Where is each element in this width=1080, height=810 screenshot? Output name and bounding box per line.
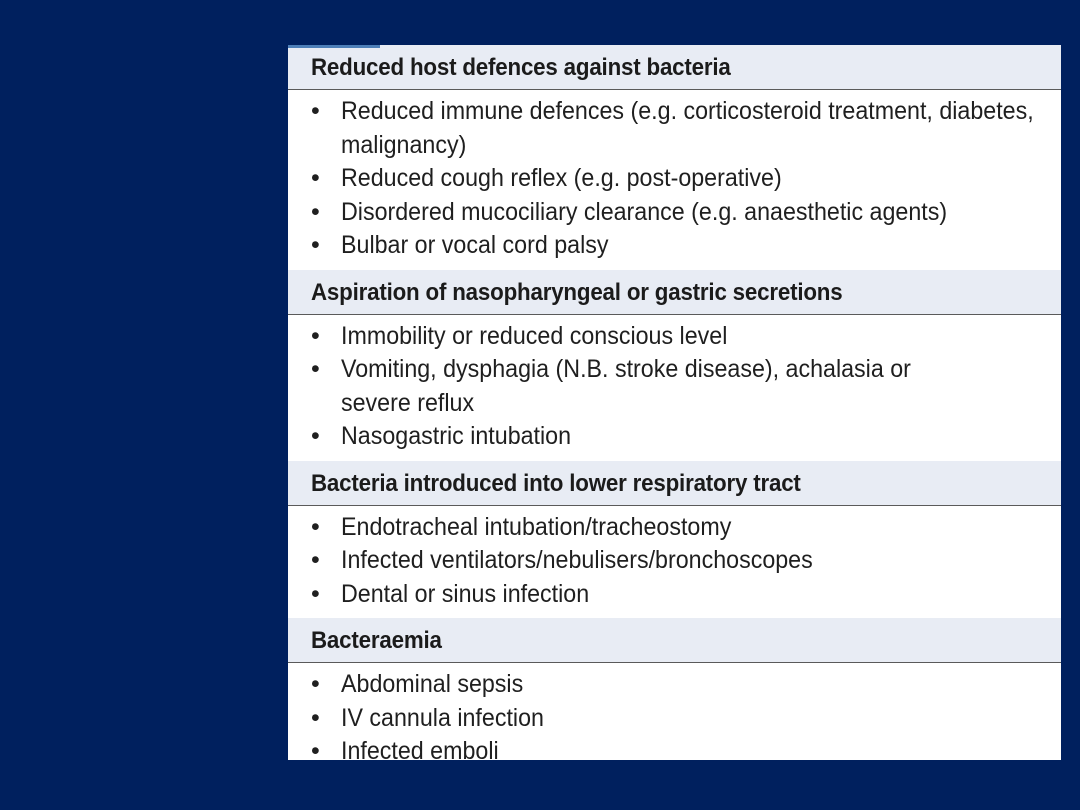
list-item (311, 420, 1041, 454)
section-aspiration (288, 270, 1061, 461)
section-bacteria-introduced (288, 461, 1061, 619)
list-item-text: Nasogastric intubation (341, 422, 572, 450)
list-item (311, 196, 1041, 230)
list-item (311, 229, 1041, 263)
section-title: Aspiration of nasopharyngeal or gastric secretions (311, 278, 843, 306)
list-item (311, 668, 1041, 702)
list-item-text: Vomiting, dysphagia (N.B. stroke disease), achalasia or severe reflux (341, 355, 911, 417)
bullet-icon: • (311, 321, 320, 350)
list-item-text: Dental or sinus infection (341, 579, 590, 608)
bullet-list (311, 511, 1041, 612)
list-item (311, 735, 1041, 760)
section-title: Bacteraemia (311, 627, 442, 654)
section-body (288, 90, 1061, 270)
list-item-text: Reduced immune defences (e.g. corticosteroid treatment, diabetes, malignancy) (341, 97, 1034, 159)
top-accent-bar (288, 45, 380, 48)
list-item-text: Abdominal sepsis (341, 670, 524, 698)
list-item (311, 320, 1041, 354)
list-item (311, 511, 1041, 545)
list-item (311, 578, 1041, 612)
bullet-icon: • (311, 164, 320, 192)
bullet-icon: • (311, 97, 320, 125)
list-item-text: Disordered mucociliary clearance (e.g. anaesthetic agents) (341, 197, 948, 226)
bullet-icon: • (311, 737, 320, 760)
bullet-list (311, 668, 1041, 760)
section-header (288, 461, 1061, 506)
section-reduced-host-defences (288, 45, 1061, 270)
bullet-list (311, 320, 1041, 454)
list-item-text: Reduced cough reflex (e.g. post-operative) (341, 164, 782, 192)
bullet-icon: • (311, 231, 320, 259)
bullet-icon: • (311, 197, 320, 226)
bullet-icon: • (311, 355, 320, 383)
list-item-text: Immobility or reduced conscious level (341, 321, 728, 350)
section-bacteraemia (288, 618, 1061, 760)
bullet-icon: • (311, 546, 320, 574)
list-item (311, 353, 1041, 420)
bullet-icon: • (311, 579, 320, 608)
list-item-text: Infected emboli (341, 737, 499, 760)
list-item (311, 162, 1041, 196)
risk-factors-table (288, 45, 1061, 760)
section-body (288, 315, 1061, 461)
list-item (311, 544, 1041, 578)
section-body (288, 663, 1061, 760)
list-item-text: Endotracheal intubation/tracheostomy (341, 512, 732, 541)
section-header (288, 45, 1061, 90)
bullet-icon: • (311, 422, 320, 450)
bullet-icon: • (311, 703, 320, 732)
section-header (288, 618, 1061, 663)
list-item-text: Bulbar or vocal cord palsy (341, 231, 609, 259)
bullet-icon: • (311, 670, 320, 698)
bullet-list (311, 95, 1041, 263)
section-title: Reduced host defences against bacteria (311, 54, 731, 81)
section-header (288, 270, 1061, 315)
list-item (311, 95, 1041, 162)
list-item-text: IV cannula infection (341, 703, 544, 732)
section-body (288, 506, 1061, 619)
section-title: Bacteria introduced into lower respiratory tract (311, 469, 801, 497)
list-item-text: Infected ventilators/nebulisers/bronchoscopes (341, 546, 813, 574)
bullet-icon: • (311, 512, 320, 541)
list-item (311, 702, 1041, 736)
